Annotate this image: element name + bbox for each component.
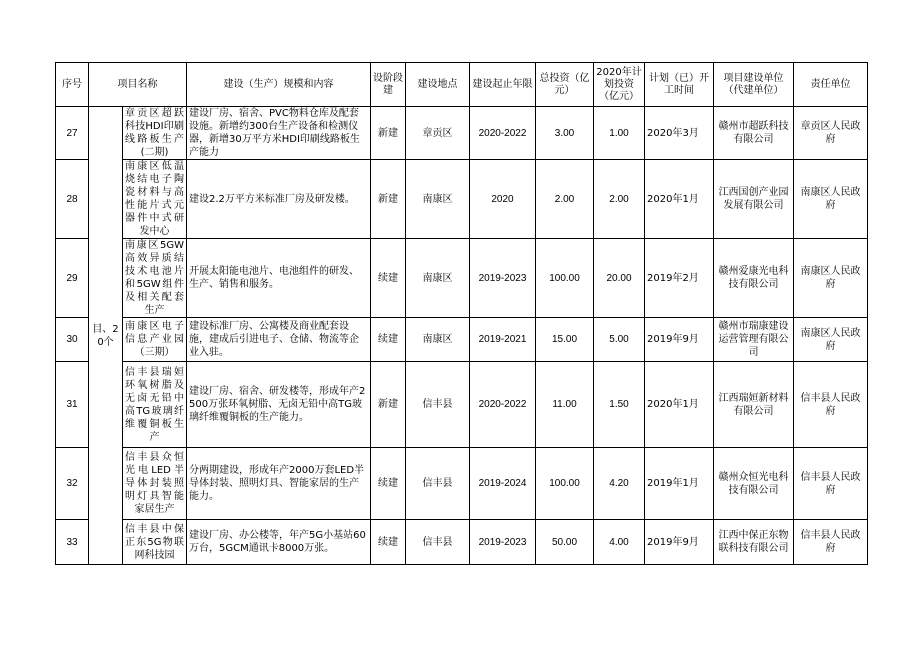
cell-period: 2020-2022 (470, 362, 536, 448)
cell-scale: 建设厂房、办公楼等，年产5G小基站60万台，5GCM通讯卡8000万张。 (187, 520, 371, 565)
cell-scale: 分两期建设，形成年产2000万套LED半导体封装、照明灯具、智能家居的生产能力。 (187, 448, 371, 520)
header-period: 建设起止年限 (470, 63, 536, 107)
cell-plan-2020: 2.00 (594, 160, 645, 239)
header-scale: 建设（生产）规模和内容 (187, 63, 371, 107)
cell-stage: 续建 (371, 448, 406, 520)
header-builder: 项目建设单位（代建单位） (714, 63, 794, 107)
cell-plan-2020: 5.00 (594, 318, 645, 362)
header-start-time: 计划（已）开工时间 (645, 63, 714, 107)
cell-builder: 江西国创产业园发展有限公司 (714, 160, 794, 239)
cell-scale: 建设2.2万平方米标准厂房及研发楼。 (187, 160, 371, 239)
cell-builder: 江西瑞姮新材料有限公司 (714, 362, 794, 448)
cell-location: 南康区 (406, 239, 470, 318)
cell-total-invest: 100.00 (536, 239, 594, 318)
cell-total-invest: 15.00 (536, 318, 594, 362)
cell-location: 章贡区 (406, 107, 470, 160)
cell-stage: 续建 (371, 318, 406, 362)
cell-location: 南康区 (406, 318, 470, 362)
cell-responsible: 信丰县人民政府 (794, 362, 868, 448)
cell-location: 信丰县 (406, 520, 470, 565)
table-row (56, 160, 868, 239)
cell-total-invest: 3.00 (536, 107, 594, 160)
cell-stage: 新建 (371, 362, 406, 448)
table-row (56, 239, 868, 318)
header-seq: 序号 (56, 63, 89, 107)
cell-stage: 续建 (371, 520, 406, 565)
header-location: 建设地点 (406, 63, 470, 107)
cell-start-time: 2019年9月 (645, 520, 714, 565)
cell-start-time: 2020年3月 (645, 107, 714, 160)
cell-start-time: 2020年1月 (645, 362, 714, 448)
cell-plan-2020: 1.00 (594, 107, 645, 160)
cell-seq: 33 (56, 520, 89, 565)
cell-seq: 32 (56, 448, 89, 520)
cell-total-invest: 2.00 (536, 160, 594, 239)
cell-builder: 赣州市超跃科技有限公司 (714, 107, 794, 160)
cell-seq: 29 (56, 239, 89, 318)
cell-seq: 30 (56, 318, 89, 362)
table-row (56, 318, 868, 362)
cell-responsible: 章贡区人民政府 (794, 107, 868, 160)
cell-location: 南康区 (406, 160, 470, 239)
cell-scale: 建设厂房、宿舍、PVC物料仓库及配套设施。新增约300台生产设备和检测仪器，新增30万平方米HDI印刷线路板生产能力 (187, 107, 371, 160)
cell-period: 2019-2024 (470, 448, 536, 520)
table-header-row (56, 63, 868, 107)
cell-start-time: 2019年9月 (645, 318, 714, 362)
cell-responsible: 南康区人民政府 (794, 318, 868, 362)
cell-plan-2020: 20.00 (594, 239, 645, 318)
table-row (56, 520, 868, 565)
cell-total-invest: 50.00 (536, 520, 594, 565)
cell-start-time: 2020年1月 (645, 160, 714, 239)
table-row (56, 362, 868, 448)
cell-seq: 28 (56, 160, 89, 239)
header-stage: 设阶段建 (371, 63, 406, 107)
cell-plan-2020: 4.00 (594, 520, 645, 565)
header-plan-2020: 2020年计划投资（亿元） (594, 63, 645, 107)
cell-period: 2019-2023 (470, 520, 536, 565)
project-table (55, 62, 868, 565)
cell-project-name: 章贡区超跃科技HDI印刷线路板生产(二期) (123, 107, 187, 160)
header-responsible: 责任单位 (794, 63, 868, 107)
cell-responsible: 南康区人民政府 (794, 239, 868, 318)
cell-location: 信丰县 (406, 362, 470, 448)
cell-stage: 续建 (371, 239, 406, 318)
cell-builder: 赣州爱康光电科技有限公司 (714, 239, 794, 318)
cell-period: 2019-2021 (470, 318, 536, 362)
cell-project-name: 南康区电子信息产业园（三期） (123, 318, 187, 362)
cell-plan-2020: 1.50 (594, 362, 645, 448)
cell-period: 2019-2023 (470, 239, 536, 318)
cell-stage: 新建 (371, 160, 406, 239)
cell-start-time: 2019年1月 (645, 448, 714, 520)
header-project-name: 项目名称 (89, 63, 187, 107)
cell-seq: 27 (56, 107, 89, 160)
cell-period: 2020-2022 (470, 107, 536, 160)
table-row (56, 107, 868, 160)
cell-total-invest: 11.00 (536, 362, 594, 448)
cell-location: 信丰县 (406, 448, 470, 520)
header-total-invest: 总投资（亿元） (536, 63, 594, 107)
cell-scale: 开展太阳能电池片、电池组件的研发、生产、销售和服务。 (187, 239, 371, 318)
cell-builder: 江西中保正东物联科技有限公司 (714, 520, 794, 565)
cell-period: 2020 (470, 160, 536, 239)
cell-start-time: 2019年2月 (645, 239, 714, 318)
cell-stage: 新建 (371, 107, 406, 160)
cell-project-name: 信丰县瑞姮环氧树脂及无卤无铅中高TG玻璃纤维覆铜板生产 (123, 362, 187, 448)
cell-scale: 建设标准厂房、公寓楼及商业配套设施，建成后引进电子、仓储、物流等企业入驻。 (187, 318, 371, 362)
cell-responsible: 南康区人民政府 (794, 160, 868, 239)
cell-project-name: 信丰县众恒光电LED半导体封装照明灯具智能家居生产 (123, 448, 187, 520)
cell-project-name: 南康区5GW高效异质结技术电池片和5GW组件及相关配套生产 (123, 239, 187, 318)
cell-responsible: 信丰县人民政府 (794, 448, 868, 520)
cell-total-invest: 100.00 (536, 448, 594, 520)
cell-plan-2020: 4.20 (594, 448, 645, 520)
cell-builder: 赣州众恒光电科技有限公司 (714, 448, 794, 520)
cell-responsible: 信丰县人民政府 (794, 520, 868, 565)
cell-seq: 31 (56, 362, 89, 448)
group-label-cell: 目、20个 (89, 107, 123, 565)
cell-builder: 赣州市瑞康建设运营管理有限公司 (714, 318, 794, 362)
cell-project-name: 信丰县中保正东5G物联网科技园 (123, 520, 187, 565)
cell-scale: 建设厂房、宿舍、研发楼等，形成年产2500万张环氧树脂、无卤无铅中高TG玻璃纤维覆铜板的生产能力。 (187, 362, 371, 448)
table-row (56, 448, 868, 520)
cell-project-name: 南康区低温烧结电子陶瓷材料与高性能片式元器件中式研发中心 (123, 160, 187, 239)
